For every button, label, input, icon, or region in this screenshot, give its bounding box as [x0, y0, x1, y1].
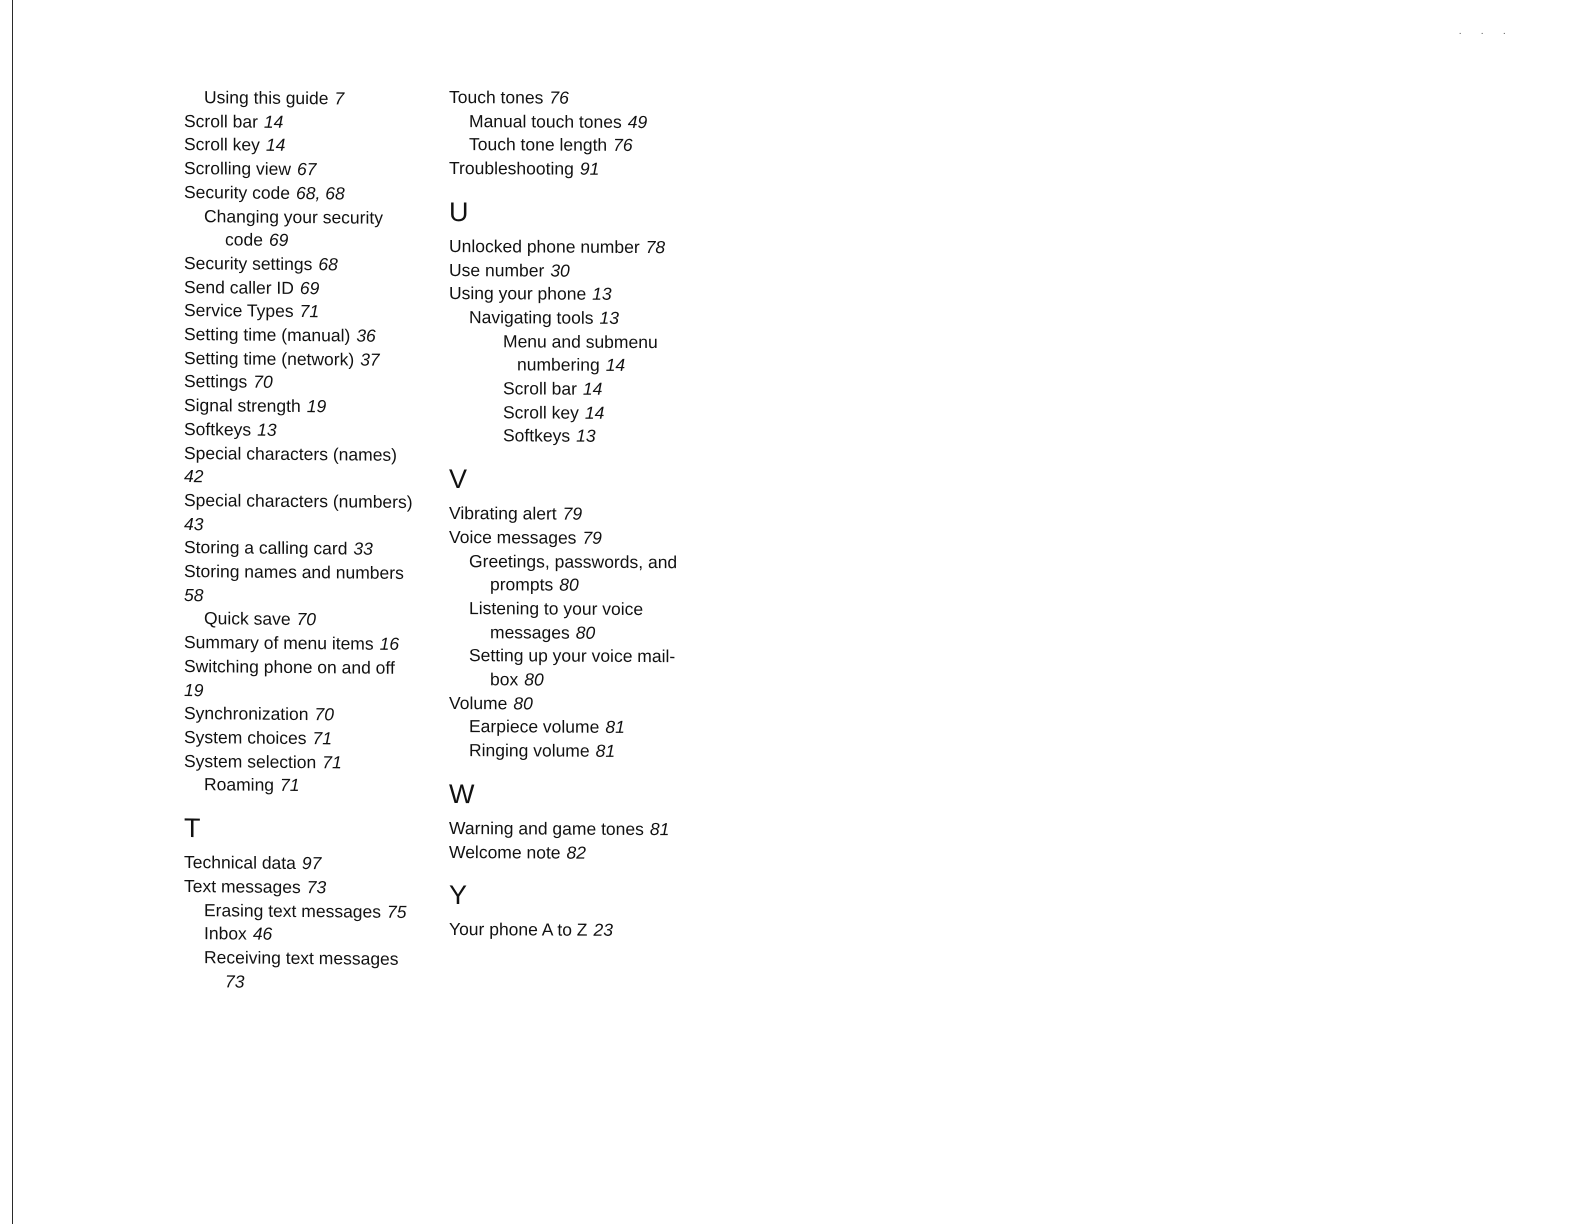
index-entry [449, 330, 719, 355]
index-page-number: 97 [301, 853, 322, 874]
index-term: Navigating tools [469, 307, 594, 328]
index-entry [184, 181, 454, 207]
index-entry [449, 715, 719, 740]
index-entry [449, 918, 719, 943]
index-entry [449, 424, 719, 449]
index-page-number: 70 [314, 704, 334, 725]
index-entry [449, 377, 719, 402]
index-page-number: 58 [184, 584, 204, 605]
index-entry [184, 418, 454, 444]
index-page-number: 30 [550, 260, 570, 281]
index-term: Softkeys [184, 418, 252, 440]
index-entry [449, 110, 719, 135]
index-entry [184, 370, 454, 396]
index-page-number: 91 [579, 158, 600, 179]
index-term: Settings [184, 371, 248, 392]
index-term: box [490, 669, 519, 690]
index-page-number: 80 [524, 669, 544, 690]
index-page-number: 46 [252, 923, 273, 944]
index-term: System selection [184, 750, 317, 772]
index-term: Listening to your voice [469, 598, 644, 619]
index-term: Technical data [184, 852, 296, 874]
index-term: Signal strength [184, 395, 301, 417]
index-page-number: 68 [318, 254, 338, 275]
index-entry [449, 235, 719, 260]
index-term: Roaming [204, 774, 275, 796]
index-entry [184, 276, 454, 302]
index-term: Quick save [204, 608, 291, 630]
index-page-number: 82 [566, 842, 587, 863]
index-term: Special characters (numbers) [184, 489, 413, 512]
index-entry-continuation [184, 970, 454, 996]
index-term: Security settings [184, 252, 313, 275]
index-page-number: 19 [184, 679, 204, 700]
index-entry-continuation [449, 621, 719, 646]
index-entry [184, 851, 454, 877]
index-term: Send caller ID [184, 276, 294, 298]
index-term: Scroll key [184, 134, 260, 156]
index-entry [184, 899, 454, 925]
index-term: Unlocked phone number [449, 235, 640, 257]
index-page-number: 73 [225, 970, 245, 992]
index-entry-continuation [449, 573, 719, 598]
index-entry [184, 702, 454, 728]
index-page-number: 76 [549, 87, 569, 108]
index-entry [449, 282, 719, 307]
index-page-number: 81 [595, 740, 616, 762]
index-page-number: 7 [334, 88, 345, 109]
index-entry-continuation [184, 679, 454, 705]
index-term: Storing a calling card [184, 537, 348, 559]
index-entry-continuation [184, 465, 454, 491]
index-entry [184, 536, 454, 562]
index-page-number: 68, 68 [296, 182, 345, 204]
index-term: Voice messages [449, 526, 577, 548]
index-term: Troubleshooting [449, 158, 574, 179]
index-page-number: 14 [265, 135, 286, 156]
index-page-number: 13 [257, 419, 277, 440]
index-term: System choices [184, 726, 307, 749]
index-term: Use number [449, 259, 545, 281]
index-term: Erasing text messages [204, 899, 382, 922]
index-page-number: 33 [353, 538, 373, 560]
index-entry [184, 773, 454, 799]
index-letter-heading: Y [449, 880, 468, 911]
index-term: Scroll bar [503, 378, 577, 399]
scan-marks: · · · [1458, 28, 1514, 39]
index-term: Changing your security [204, 205, 383, 228]
index-entry [449, 502, 719, 527]
index-letter-heading: U [449, 196, 469, 227]
index-term: Volume [449, 692, 508, 714]
index-entry [184, 347, 454, 373]
index-term: Summary of menu items [184, 632, 374, 654]
index-term: Manual touch tones [469, 110, 622, 132]
index-page-number: 67 [296, 159, 317, 180]
index-term: Vibrating alert [449, 503, 557, 524]
index-entry [184, 86, 454, 112]
index-page-number: 71 [322, 751, 342, 773]
index-entry [184, 607, 454, 633]
index-page-number: 23 [593, 920, 613, 941]
index-entry [449, 692, 719, 717]
index-page-number: 70 [253, 372, 273, 393]
index-term: Touch tones [449, 87, 544, 108]
index-term: Menu and submenu [503, 330, 658, 352]
index-page-number: 69 [299, 277, 320, 298]
index-entry [184, 394, 454, 420]
index-term: Service Types [184, 300, 294, 322]
index-entry [449, 133, 719, 158]
index-term: messages [490, 621, 570, 643]
index-term: Earpiece volume [469, 716, 600, 738]
index-term: Scroll key [503, 402, 579, 423]
index-column-right [449, 86, 719, 943]
index-entry [184, 323, 454, 349]
index-page-number: 81 [605, 717, 625, 738]
index-entry [184, 726, 454, 752]
index-term: Special characters (names) [184, 442, 397, 465]
index-term: Scrolling view [184, 158, 291, 180]
index-term: Softkeys [503, 425, 571, 447]
index-page-number: 75 [387, 901, 407, 922]
index-entry [184, 946, 454, 972]
index-entry [184, 110, 454, 136]
index-page-number: 79 [562, 503, 583, 524]
index-term: Switching phone on and off [184, 655, 395, 678]
index-entry [449, 644, 719, 669]
index-term: Ringing volume [469, 740, 590, 761]
index-term: Using your phone [449, 283, 587, 304]
index-term: Security code [184, 181, 291, 203]
index-entry [184, 489, 454, 515]
index-entry [184, 922, 454, 948]
index-page-number: 14 [582, 378, 603, 399]
index-page-number: 36 [356, 325, 376, 346]
index-entry [449, 259, 719, 284]
index-entry [449, 817, 719, 842]
index-page-number: 81 [649, 818, 670, 840]
index-entry [184, 560, 454, 586]
index-page-number: 19 [306, 396, 327, 417]
index-entry-continuation [449, 668, 719, 693]
index-page-number: 43 [184, 513, 204, 534]
index-page-number: 13 [592, 283, 612, 305]
index-entry [449, 597, 719, 622]
index-page-number: 78 [645, 236, 666, 257]
index-term: Inbox [204, 923, 247, 944]
index-page-number: 13 [576, 426, 596, 447]
index-page-number: 13 [599, 307, 619, 328]
index-entry [184, 299, 454, 325]
index-page-number: 14 [605, 355, 626, 376]
index-term: numbering [517, 354, 600, 376]
index-term: Setting up your voice mail- [469, 645, 676, 667]
index-term: Scroll bar [184, 110, 258, 132]
index-page-number: 76 [613, 135, 633, 156]
index-entry [449, 526, 719, 551]
index-term: Warning and game tones [449, 817, 644, 839]
index-term: Synchronization [184, 703, 309, 725]
index-entry [184, 252, 454, 278]
index-page-number: 80 [559, 574, 579, 595]
index-entry [184, 157, 454, 183]
index-entry [449, 86, 719, 111]
index-term: Setting time (network) [184, 347, 355, 370]
index-entry [184, 655, 454, 681]
index-term: Using this guide [204, 87, 329, 109]
index-entry [184, 133, 454, 159]
index-term: Touch tone length [469, 134, 608, 156]
index-term: Welcome note [449, 841, 561, 863]
index-entry [449, 550, 719, 575]
index-page-number: 79 [582, 527, 602, 548]
index-entry-continuation [184, 513, 454, 539]
index-page-number: 70 [296, 609, 317, 630]
index-page-number: 69 [268, 229, 289, 251]
index-entry [449, 306, 719, 331]
index-entry [449, 157, 719, 182]
index-term: prompts [490, 574, 554, 595]
page-edge-rule [12, 0, 13, 1224]
index-entry-continuation [184, 228, 454, 254]
index-page-number: 80 [575, 622, 596, 643]
index-entry [184, 750, 454, 776]
index-term: Text messages [184, 875, 301, 897]
index-page-number: 37 [360, 349, 380, 370]
index-entry [184, 205, 454, 231]
index-page-number: 16 [379, 633, 400, 655]
index-column-left [184, 86, 454, 996]
index-entry-continuation [184, 584, 454, 610]
index-letter-heading: T [184, 813, 201, 844]
index-term: Setting time (manual) [184, 324, 351, 346]
index-term: Greetings, passwords, and [469, 550, 678, 572]
index-entry [184, 631, 454, 657]
index-page-number: 73 [306, 876, 327, 898]
index-page-number: 14 [263, 111, 284, 132]
index-page-number: 71 [280, 775, 300, 796]
index-page-number: 14 [584, 402, 605, 423]
index-page-number: 80 [513, 693, 533, 714]
index-entry-continuation [449, 353, 719, 378]
index-page-number: 49 [627, 111, 648, 132]
index-page-number: 42 [184, 466, 204, 487]
index-entry [449, 841, 719, 866]
index-entry [449, 401, 719, 426]
index-term: Receiving text messages [204, 947, 399, 969]
index-entry [184, 875, 454, 901]
index-page-number: 71 [299, 301, 320, 322]
index-term: code [225, 229, 263, 250]
index-letter-heading: V [449, 464, 468, 495]
index-term: Storing names and numbers [184, 561, 404, 583]
index-term: Your phone A to Z [449, 919, 588, 941]
index-page-number: 71 [312, 728, 333, 749]
index-entry [184, 442, 454, 468]
index-letter-heading: W [449, 778, 475, 810]
index-entry [449, 739, 719, 764]
